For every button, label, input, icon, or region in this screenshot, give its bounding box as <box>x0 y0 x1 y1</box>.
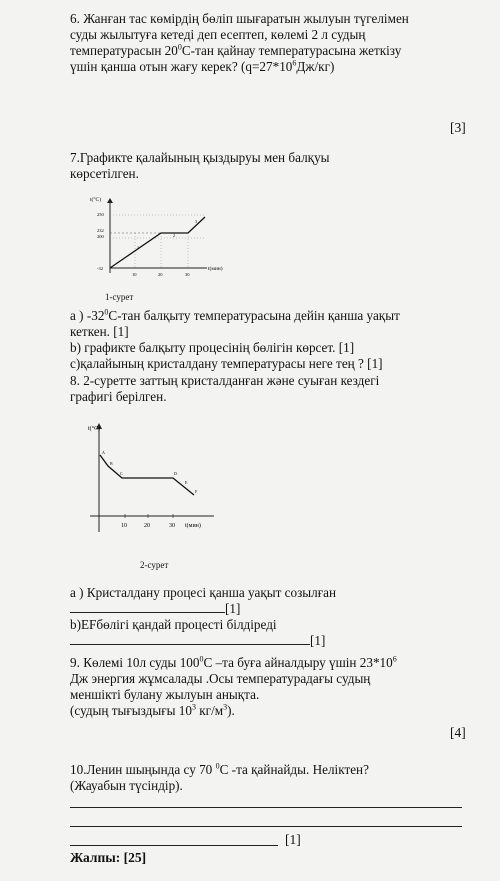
q8-line-2: графигі берілген. <box>70 389 167 404</box>
q6-score: [3] <box>450 120 466 135</box>
q8-part-a: а ) Кристалдану процесі қанша уақыт созылған <box>70 585 337 600</box>
graph2-x-tick-10: 10 <box>121 523 127 529</box>
q10-answer-line-1[interactable] <box>70 807 462 808</box>
graph1-y-tick-neg32: -32 <box>97 266 103 271</box>
figure-1-caption: 1-сурет <box>105 292 134 302</box>
graph2-x-tick-20: 20 <box>144 523 150 529</box>
graph2-label-f: F <box>195 489 198 494</box>
q8-part-b: b)EFбөлігі қандай процесті білдіреді <box>70 617 277 632</box>
q10-score: [1] <box>285 832 301 847</box>
q10-line-1: 10.Ленин шыңында су 70 $^0$С -та қайнайды. Неліктен? <box>70 761 369 777</box>
q6-line-2: суды жылытуға кетеді деп есептеп, көлемі 2 л судың <box>70 27 366 42</box>
q9-line-2: Дж энергия жұмсалады .Осы температурадағы судың <box>70 671 371 686</box>
graph1-x-tick-30: 30 <box>185 272 190 277</box>
q10-line-2: (Жауабын түсіндір). <box>70 778 183 793</box>
graph2-y-label: t(°C) <box>88 426 101 432</box>
figure-1-graph <box>85 195 245 290</box>
q6-line-1: 6. Жанған тас көмірдің бөліп шығаратын жылуын түгелімен <box>70 11 409 26</box>
graph2-label-c: C <box>120 471 123 476</box>
q7-part-a-line-2: кеткен. [1] <box>70 324 129 339</box>
graph1-y-tick-200: 200 <box>97 234 104 239</box>
graph2-curve <box>100 455 194 495</box>
q7-line-1: 7.Графикте қалайының қыздыруы мен балқуы <box>70 150 330 165</box>
graph1-curve <box>110 217 205 268</box>
q7-part-b: b) графикте балқыту процесінің бөлігін көрсет. [1] <box>70 340 355 355</box>
graph2-label-a: A <box>102 450 105 455</box>
graph2-label-d: D <box>174 471 177 476</box>
q8-part-a-blank[interactable] <box>70 602 225 613</box>
question-8-part-a <box>70 585 470 649</box>
q8-part-b-blank[interactable] <box>70 634 310 645</box>
graph1-x-label: t(мин) <box>208 266 223 272</box>
graph1-x-tick-10: 10 <box>132 272 137 277</box>
q6-line-3: температурасын $20^0С$-тан қайнау температурасына жеткізу <box>70 42 402 58</box>
graph1-y-tick-232: 232 <box>97 228 104 233</box>
q8-part-a-answer: [1] <box>70 601 470 617</box>
q9-line-3: меншікті булану жылуын анықта. <box>70 687 260 702</box>
total-score: Жалпы: [25] <box>70 850 147 865</box>
graph2-x-label: t(мин) <box>185 523 201 529</box>
figure-2-caption: 2-сурет <box>140 560 169 570</box>
q10-answer-line-3[interactable] <box>70 845 278 846</box>
graph2-label-b: B <box>110 461 113 466</box>
question-10 <box>70 762 470 794</box>
q7-line-2: көрсетілген. <box>70 166 139 181</box>
graph1-x-tick-20: 20 <box>158 272 163 277</box>
graph1-label-2: 2 <box>173 233 175 238</box>
graph1-label-1: 1 <box>137 245 139 250</box>
question-7 <box>70 150 470 182</box>
graph1-y-label: t(°C) <box>90 197 102 203</box>
q9-score: [4] <box>450 725 466 740</box>
graph2-label-e: E <box>185 480 188 485</box>
graph1-label-3: 3 <box>195 219 197 224</box>
graph2-x-tick-30: 30 <box>169 523 175 529</box>
question-9 <box>70 655 470 719</box>
q7-part-a: а ) $-32^0С$-тан балқыту температурасына дейін қанша уақыт <box>70 307 400 323</box>
graph1-y-tick-250: 250 <box>97 212 104 217</box>
q8-part-b-answer: [1] <box>70 633 470 649</box>
graph1-y-arrow <box>107 198 113 203</box>
q10-answer-line-2[interactable] <box>70 826 462 827</box>
q7-part-c: с)қалайының кристалдану температурасы неге тең ? [1] <box>70 356 383 371</box>
q9-line-1: 9. Көлемі 10л суды $100^0С$ –та буға айналдыру үшін $23*10^6$ <box>70 654 397 670</box>
figure-2-graph <box>82 420 242 535</box>
q9-line-4: (судың тығыздығы $10^3$ $кг/м^3$). <box>70 702 235 718</box>
question-6 <box>70 11 470 75</box>
question-8 <box>70 373 470 405</box>
q8-line-1: 8. 2-суретте заттың кристалданған және суыған кездегі <box>70 373 380 388</box>
question-7-parts <box>70 308 470 372</box>
q6-line-4: үшін қанша отын жағу керек? $(q=27*10^6Дж/кг)$ <box>70 58 335 74</box>
